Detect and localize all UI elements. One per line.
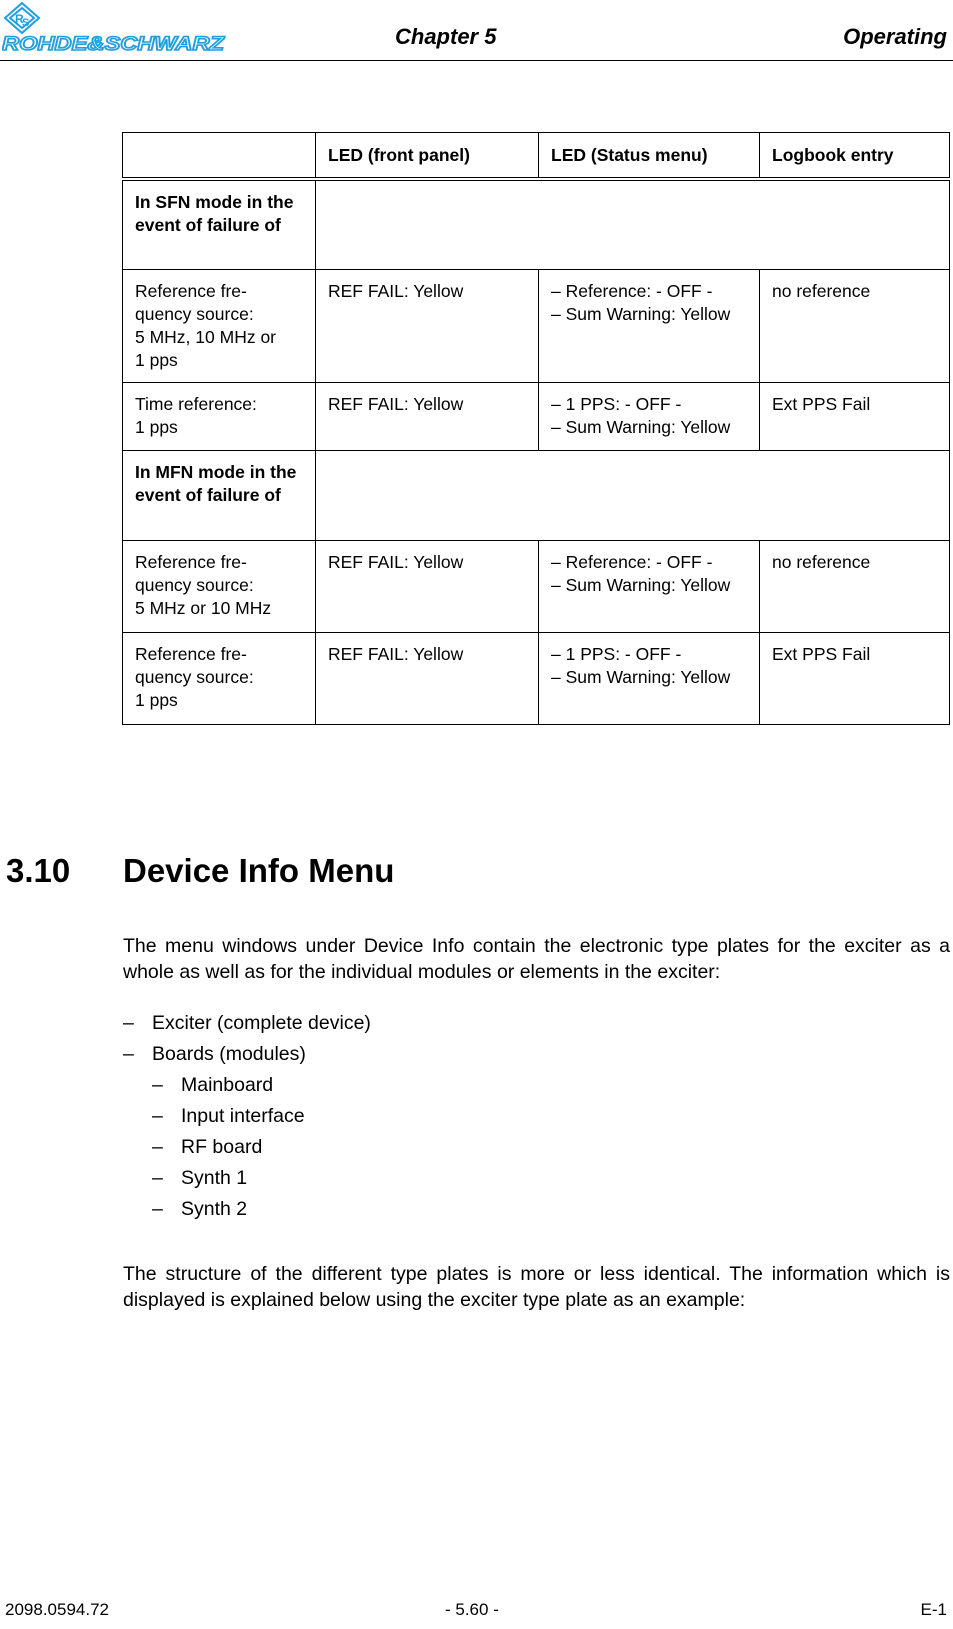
led-front-cell: REF FAIL: Yellow <box>316 540 539 632</box>
header-divider <box>0 60 953 61</box>
logbook-cell: Ext PPS Fail <box>760 382 950 450</box>
rohde-schwarz-logo <box>2 2 228 52</box>
svg-text:ROHDE&SCHWARZ: ROHDE&SCHWARZ <box>2 34 226 52</box>
chapter-label: Chapter 5 <box>395 24 497 49</box>
led-front-cell: REF FAIL: Yellow <box>316 269 539 382</box>
table-row <box>123 540 950 632</box>
table-row <box>123 632 950 724</box>
condition-cell: Time reference: 1 pps <box>123 382 316 450</box>
document-number: 2098.0594.72 <box>5 1600 109 1619</box>
edition: E-1 <box>920 1600 947 1619</box>
svg-text:S: S <box>22 17 30 29</box>
list-item: – RF board <box>152 1136 263 1158</box>
table-header-row <box>123 133 950 180</box>
led-status-cell: – 1 PPS: - OFF - – Sum Warning: Yellow <box>539 382 760 450</box>
led-front-cell: REF FAIL: Yellow <box>316 382 539 450</box>
column-header-condition <box>123 133 316 180</box>
list-item: – Synth 2 <box>152 1198 248 1220</box>
table-row <box>123 269 950 382</box>
intro-paragraph: The menu windows under Device Info contain the electronic type plates for the exciter as a whole as well as for the individual modules or elements in the exciter: <box>123 935 950 983</box>
status-table <box>122 132 950 725</box>
list-item: – Boards (modules) <box>123 1043 306 1065</box>
led-status-cell: – Reference: - OFF - – Sum Warning: Yellow <box>539 269 760 382</box>
table-group-row <box>123 179 950 269</box>
page-number: - 5.60 - <box>445 1600 499 1619</box>
section-heading-title: Device Info Menu <box>123 852 395 889</box>
group-spacer <box>316 179 950 269</box>
section-label: Operating <box>843 24 947 49</box>
logbook-cell: no reference <box>760 540 950 632</box>
condition-cell: Reference fre- quency source: 5 MHz or 10 MHz <box>123 540 316 632</box>
section-number: 3.10 <box>6 852 71 889</box>
condition-cell: Reference fre- quency source: 1 pps <box>123 632 316 724</box>
group-label-mfn: In MFN mode in the event of failure of <box>123 450 316 540</box>
led-front-cell: REF FAIL: Yellow <box>316 632 539 724</box>
table-row <box>123 382 950 450</box>
group-spacer <box>316 450 950 540</box>
list-item: – Synth 1 <box>152 1167 248 1189</box>
column-header-logbook-entry: Logbook entry <box>760 133 950 180</box>
list-item: – Input interface <box>152 1105 305 1127</box>
led-status-cell: – 1 PPS: - OFF - – Sum Warning: Yellow <box>539 632 760 724</box>
page-header <box>0 0 953 62</box>
logbook-cell: no reference <box>760 269 950 382</box>
led-status-cell: – Reference: - OFF - – Sum Warning: Yellow <box>539 540 760 632</box>
outro-paragraph: The structure of the different type plates is more or less identical. The information which is displayed is explained below using the exciter type plate as an example: <box>123 1263 950 1311</box>
module-list <box>123 1008 371 1225</box>
column-header-led-status-menu: LED (Status menu) <box>539 133 760 180</box>
list-item: – Exciter (complete device) <box>123 1012 371 1034</box>
condition-cell: Reference fre- quency source: 5 MHz, 10 MHz or 1 pps <box>123 269 316 382</box>
table-group-row <box>123 450 950 540</box>
svg-text:R: R <box>15 12 24 26</box>
group-label-sfn: In SFN mode in the event of failure of <box>123 179 316 269</box>
section-heading <box>6 852 394 890</box>
column-header-led-front-panel: LED (front panel) <box>316 133 539 180</box>
list-item: – Mainboard <box>152 1074 274 1096</box>
logbook-cell: Ext PPS Fail <box>760 632 950 724</box>
